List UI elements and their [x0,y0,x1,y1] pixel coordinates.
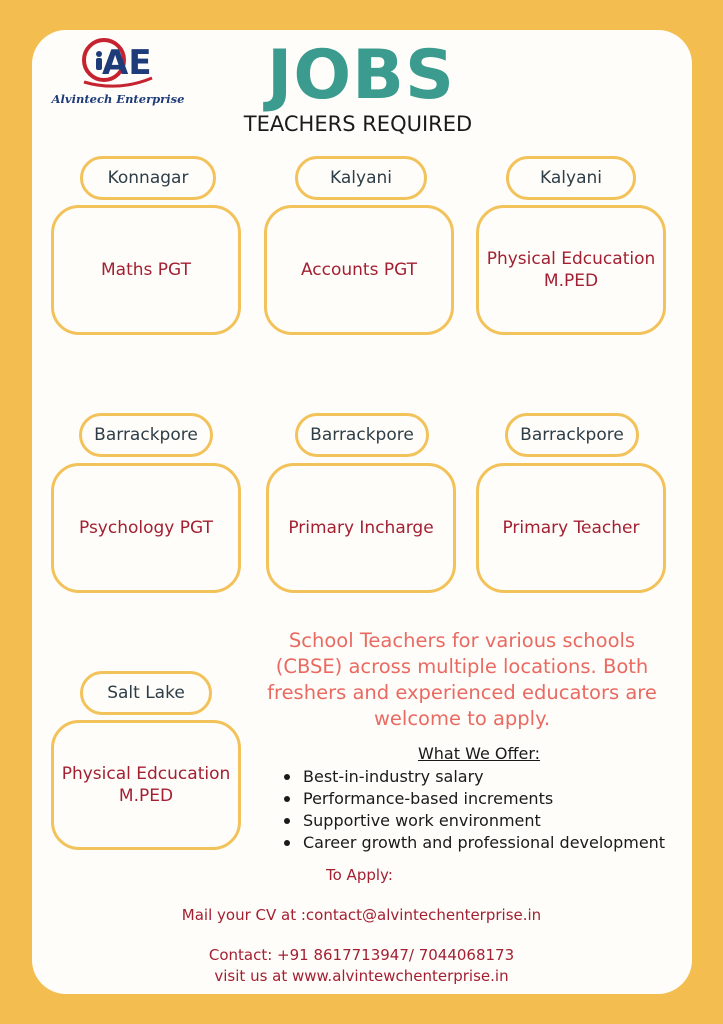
location-tag: Barrackpore [79,413,213,457]
job-role: Maths PGT [101,260,191,280]
list-item: Supportive work environment [281,810,665,832]
page-title: JOBS [267,36,455,115]
job-role: Psychology PGT [79,518,213,538]
location-tag: Barrackpore [295,413,429,457]
job-card [51,463,241,593]
website-line[interactable]: visit us at www.alvintewchenterprise.in [214,967,509,985]
location-tag: Kalyani [506,156,636,200]
apply-heading: To Apply: [326,866,393,884]
contact-line[interactable]: Contact: +91 8617713947/ 7044068173 [208,946,515,964]
location-tag: Barrackpore [505,413,639,457]
job-card [51,720,241,850]
job-card [264,205,454,335]
list-item: Performance-based increments [281,788,665,810]
job-role-line: M.PED [118,786,174,806]
job-description: School Teachers for various schools (CBSE) across multiple locations. Both freshers and experienced educators are welcome to apply. [267,629,657,730]
list-item: Best-in-industry salary [281,766,665,788]
list-item: Career growth and professional development [281,832,665,854]
location-tag: Konnagar [80,156,216,200]
offer-heading: What We Offer: [417,744,541,763]
job-role-line: Physical Edcucation [486,249,656,269]
job-role: Accounts PGT [300,260,418,280]
job-card [51,205,241,335]
logo-letters: AE [102,43,152,83]
job-role: Primary Incharge [288,518,434,538]
job-role [62,763,231,807]
job-role-line: M.PED [543,271,599,291]
logo-mark-icon [78,36,158,92]
company-name: Alvintech Enterprise [51,92,185,106]
job-card [476,205,666,335]
job-card [266,463,456,593]
location-tag: Salt Lake [80,671,212,715]
job-role-line: Physical Edcucation [61,764,231,784]
mail-cv-line[interactable]: Mail your CV at :contact@alvintechenterprise.in [181,906,542,924]
job-card [476,463,666,593]
job-role: Primary Teacher [502,518,640,538]
location-tag: Kalyani [295,156,427,200]
job-role [487,248,656,292]
company-logo [48,36,188,108]
page-subtitle: TEACHERS REQUIRED [243,112,473,136]
offer-list [281,766,665,854]
